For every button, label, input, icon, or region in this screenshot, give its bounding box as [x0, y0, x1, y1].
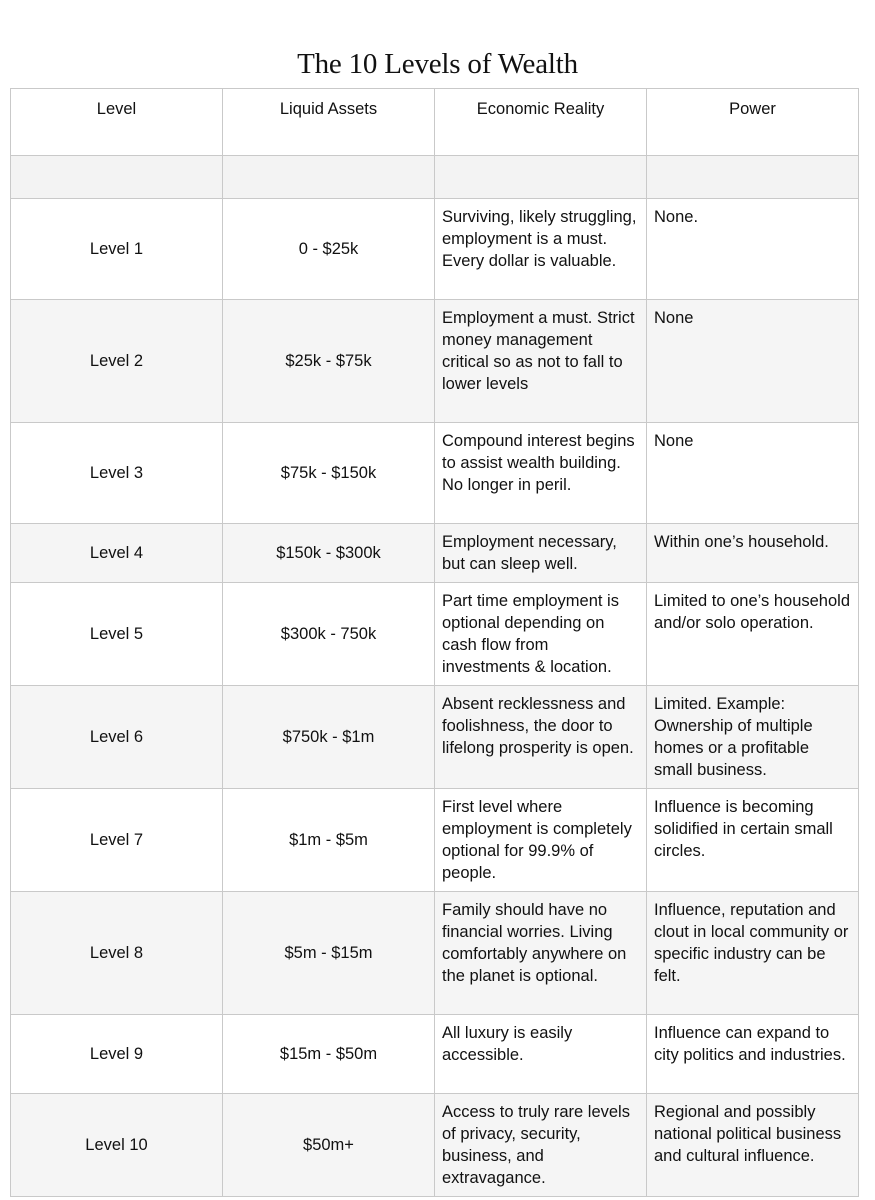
level-cell: Level 2	[11, 300, 223, 423]
economic-reality-cell: Family should have no financial worries. Living comfortably anywhere on the planet is optional.	[435, 892, 647, 1015]
level-cell: Level 10	[11, 1094, 223, 1197]
header-level: Level	[11, 89, 223, 156]
level-cell: Level 8	[11, 892, 223, 1015]
power-cell: Within one’s household.	[647, 524, 859, 583]
header-power: Power	[647, 89, 859, 156]
table-row-level-1	[11, 199, 859, 300]
level-cell: Level 6	[11, 686, 223, 789]
economic-reality-cell: All luxury is easily accessible.	[435, 1015, 647, 1094]
header-liquid-assets: Liquid Assets	[223, 89, 435, 156]
economic-reality-cell: First level where employment is completely optional for 99.9% of people.	[435, 789, 647, 892]
level-cell: Level 4	[11, 524, 223, 583]
table-row-level-4	[11, 524, 859, 583]
economic-reality-cell: Compound interest begins to assist wealth building. No longer in peril.	[435, 423, 647, 524]
economic-reality-cell: Part time employment is optional depending on cash flow from investments & location.	[435, 583, 647, 686]
liquid-assets-cell: $150k - $300k	[223, 524, 435, 583]
liquid-assets-cell: $25k - $75k	[223, 300, 435, 423]
liquid-assets-cell: $1m - $5m	[223, 789, 435, 892]
table-row-level-7	[11, 789, 859, 892]
table-row-level-6	[11, 686, 859, 789]
power-cell: Influence is becoming solidified in certain small circles.	[647, 789, 859, 892]
economic-reality-cell: Absent recklessness and foolishness, the door to lifelong prosperity is open.	[435, 686, 647, 789]
liquid-assets-cell: $300k - 750k	[223, 583, 435, 686]
table-row-level-2	[11, 300, 859, 423]
power-cell: Regional and possibly national political business and cultural influence.	[647, 1094, 859, 1197]
liquid-assets-cell: $5m - $15m	[223, 892, 435, 1015]
liquid-assets-cell: $15m - $50m	[223, 1015, 435, 1094]
economic-reality-cell: Surviving, likely struggling, employment is a must. Every dollar is valuable.	[435, 199, 647, 300]
blank-cell	[647, 156, 859, 199]
level-cell: Level 7	[11, 789, 223, 892]
economic-reality-cell: Employment a must. Strict money management critical so as not to fall to lower levels	[435, 300, 647, 423]
table-row-level-3	[11, 423, 859, 524]
blank-row	[11, 156, 859, 199]
economic-reality-cell: Employment necessary, but can sleep well.	[435, 524, 647, 583]
table-header-row	[11, 89, 859, 156]
header-economic-reality: Economic Reality	[435, 89, 647, 156]
table-row-level-10	[11, 1094, 859, 1197]
level-cell: Level 5	[11, 583, 223, 686]
liquid-assets-cell: $750k - $1m	[223, 686, 435, 789]
power-cell: None	[647, 300, 859, 423]
liquid-assets-cell: $75k - $150k	[223, 423, 435, 524]
page-title: The 10 Levels of Wealth	[297, 48, 578, 80]
wealth-levels-table	[10, 88, 859, 1197]
power-cell: Influence can expand to city politics and industries.	[647, 1015, 859, 1094]
power-cell: Influence, reputation and clout in local community or specific industry can be felt.	[647, 892, 859, 1015]
power-cell: None	[647, 423, 859, 524]
blank-cell	[223, 156, 435, 199]
blank-cell	[435, 156, 647, 199]
table-row-level-8	[11, 892, 859, 1015]
liquid-assets-cell: $50m+	[223, 1094, 435, 1197]
table-row-level-9	[11, 1015, 859, 1094]
level-cell: Level 1	[11, 199, 223, 300]
power-cell: None.	[647, 199, 859, 300]
level-cell: Level 9	[11, 1015, 223, 1094]
economic-reality-cell: Access to truly rare levels of privacy, security, business, and extravagance.	[435, 1094, 647, 1197]
power-cell: Limited to one’s household and/or solo operation.	[647, 583, 859, 686]
power-cell: Limited. Example: Ownership of multiple homes or a profitable small business.	[647, 686, 859, 789]
blank-cell	[11, 156, 223, 199]
level-cell: Level 3	[11, 423, 223, 524]
liquid-assets-cell: 0 - $25k	[223, 199, 435, 300]
table-row-level-5	[11, 583, 859, 686]
